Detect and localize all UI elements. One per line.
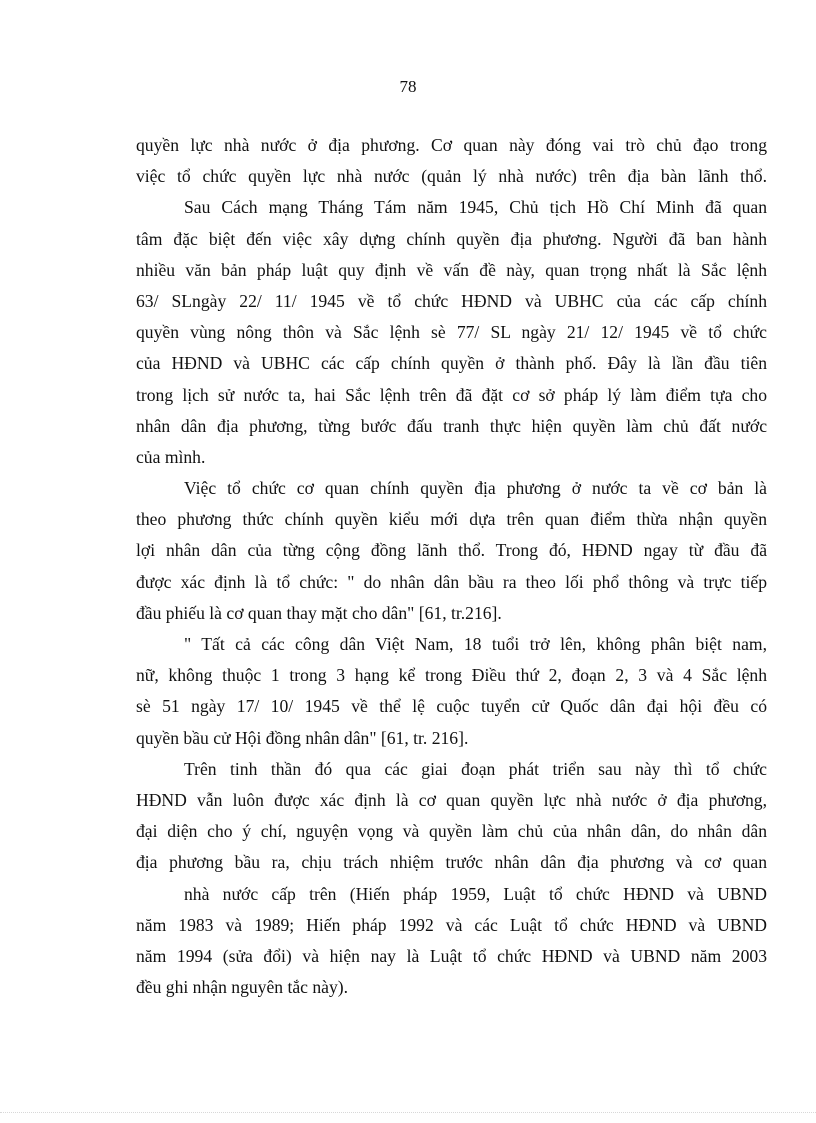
- text-line: nữ, không thuộc 1 trong 3 hạng kể trong Điều thứ 2, đoạn 2, 3 và 4 Sắc lệnh: [136, 665, 767, 686]
- text-line: " Tất cả các công dân Việt Nam, 18 tuổi trở lên, không phân biệt nam,: [184, 634, 767, 654]
- text-line: năm 1983 và 1989; Hiến pháp 1992 và các Luật tổ chức HĐND và UBND: [136, 914, 767, 935]
- text-line: quyền bầu cử Hội đồng nhân dân" [61, tr. 216].: [136, 727, 469, 748]
- text-line: đều ghi nhận nguyên tắc này).: [136, 977, 349, 998]
- text-line: Trên tinh thần đó qua các giai đoạn phát triển sau này thì tổ chức: [184, 758, 767, 779]
- text-line: nhiều văn bản pháp luật quy định về vấn đề này, quan trọng nhất là Sắc lệnh: [136, 259, 767, 280]
- text-line: HĐND vẫn luôn được xác định là cơ quan quyền lực nhà nước ở địa phương,: [136, 789, 767, 810]
- text-line: việc tổ chức quyền lực nhà nước (quản lý nhà nước) trên địa bàn lãnh thổ.: [136, 166, 767, 187]
- paragraph: [136, 879, 767, 1004]
- text-line: đầu phiếu là cơ quan thay mặt cho dân" [61, tr.216].: [136, 602, 502, 623]
- text-line: nhân dân địa phương, từng bước đấu tranh thực hiện quyền làm chủ đất nước: [136, 415, 767, 436]
- text-line: nhà nước cấp trên (Hiến pháp 1959, Luật tổ chức HĐND và UBND: [184, 883, 767, 904]
- text-line: Sau Cách mạng Tháng Tám năm 1945, Chủ tịch Hồ Chí Minh đã quan: [184, 197, 767, 218]
- text-line: trong lịch sử nước ta, hai Sắc lệnh trên đã đặt cơ sở pháp lý làm điểm tựa cho: [136, 384, 767, 405]
- body-text: [136, 130, 767, 1003]
- text-line: tâm đặc biệt đến việc xây dựng chính quyền địa phương. Người đã ban hành: [136, 228, 767, 249]
- paragraph: [136, 473, 767, 629]
- text-line: lợi nhân dân của từng cộng đồng lãnh thổ. Trong đó, HĐND ngay từ đầu đã: [136, 540, 767, 561]
- text-line: theo phương thức chính quyền kiểu mới dựa trên quan điểm thừa nhận quyền: [136, 509, 767, 530]
- paragraph: [136, 130, 767, 192]
- text-line: đại diện cho ý chí, nguyện vọng và quyền làm chủ của nhân dân, do nhân dân: [136, 821, 767, 842]
- page-number: 78: [399, 77, 417, 96]
- paragraph: [136, 192, 767, 473]
- paragraph: [136, 629, 767, 754]
- text-line: địa phương bầu ra, chịu trách nhiệm trước nhân dân địa phương và cơ quan: [136, 852, 767, 873]
- text-line: quyền vùng nông thôn và Sắc lệnh sè 77/ SL ngày 21/ 12/ 1945 về tổ chức: [136, 322, 767, 343]
- text-line: được xác định là tổ chức: " do nhân dân bầu ra theo lối phổ thông và trực tiếp: [136, 571, 767, 592]
- text-line: của HĐND và UBHC các cấp chính quyền ở thành phố. Đây là lần đầu tiên: [136, 353, 767, 374]
- text-line: 63/ SLngày 22/ 11/ 1945 về tổ chức HĐND và UBHC của các cấp chính: [136, 290, 767, 311]
- text-line: quyền lực nhà nước ở địa phương. Cơ quan này đóng vai trò chủ đạo trong: [136, 135, 767, 155]
- text-line: của mình.: [136, 446, 206, 467]
- text-line: sè 51 ngày 17/ 10/ 1945 về thể lệ cuộc tuyển cử Quốc dân đại hội đều có: [136, 696, 767, 717]
- page-bottom-rule: [0, 1112, 816, 1113]
- paragraph: [136, 754, 767, 879]
- text-line: năm 1994 (sửa đổi) và hiện nay là Luật tổ chức HĐND và UBND năm 2003: [136, 945, 767, 966]
- text-line: Việc tổ chức cơ quan chính quyền địa phương ở nước ta về cơ bản là: [184, 478, 767, 499]
